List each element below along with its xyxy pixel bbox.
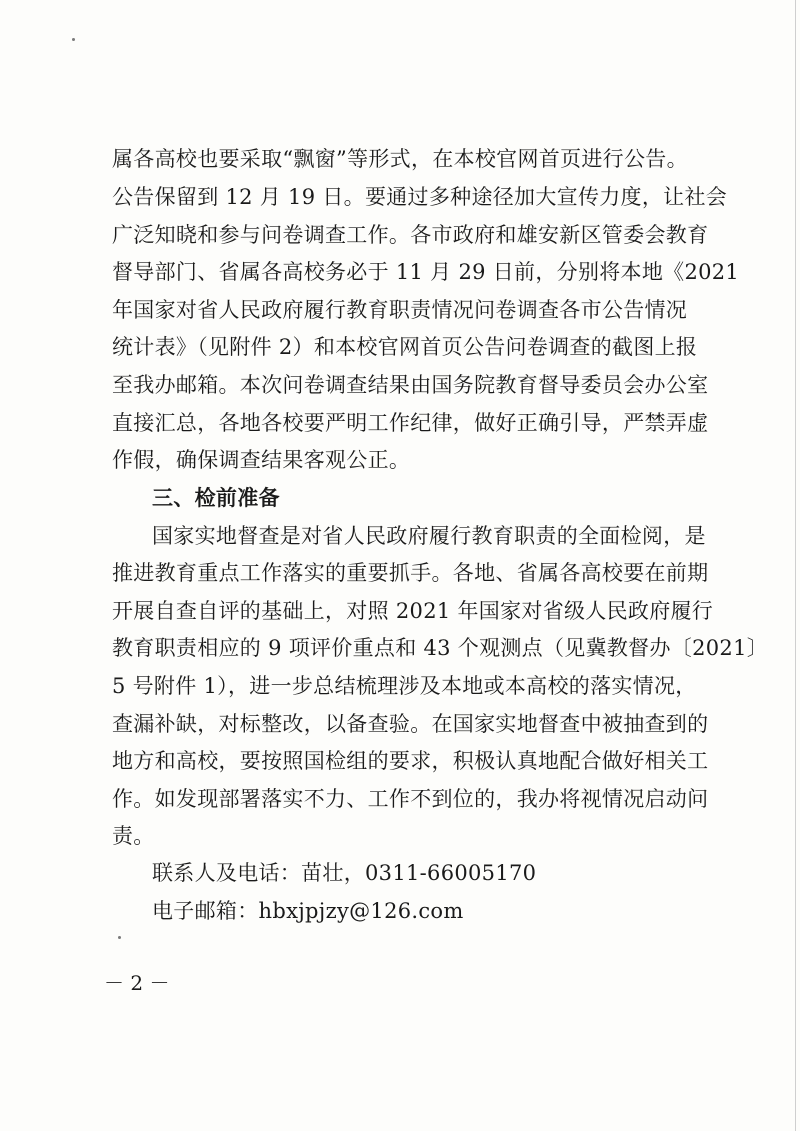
- paragraph-line: 督导部门、省属各高校务必于 11 月 29 日前，分别将本地《2021: [112, 260, 740, 284]
- paragraph-line: 广泛知晓和参与问卷调查工作。各市政府和雄安新区管委会教育: [112, 223, 709, 247]
- paragraph-line: 至我办邮箱。本次问卷调查结果由国务院教育督导委员会办公室: [112, 373, 709, 397]
- scan-speck: [72, 38, 75, 41]
- paragraph-line: 国家实地督查是对省人民政府履行教育职责的全面检阅，是: [152, 524, 706, 548]
- scan-speck: [118, 936, 121, 939]
- paragraph-line: 作。如发现部署落实不力、工作不到位的，我办将视情况启动问: [112, 787, 709, 811]
- paragraph-line: 教育职责相应的 9 项评价重点和 43 个观测点（见冀教督办〔2021〕: [112, 636, 769, 660]
- paragraph-line: 责。: [112, 824, 155, 848]
- scan-edge: [795, 0, 796, 1131]
- paragraph-line: 统计表》（见附件 2）和本校官网首页公告问卷调查的截图上报: [112, 335, 698, 359]
- paragraph-line: 属各高校也要采取“飘窗”等形式，在本校官网首页进行公告。: [112, 147, 688, 171]
- paragraph-line: 作假，确保调查结果客观公正。: [112, 448, 411, 472]
- paragraph-line: 5 号附件 1），进一步总结梳理涉及本地或本高校的落实情况，: [112, 674, 697, 698]
- contact-email: 电子邮箱：hbxjpjzy@126.com: [152, 899, 464, 923]
- page-number: － 2 －: [104, 971, 170, 995]
- paragraph-line: 年国家对省人民政府履行教育职责情况问卷调查各市公告情况: [112, 298, 688, 322]
- paragraph-line: 查漏补缺，对标整改，以备查验。在国家实地督查中被抽查到的: [112, 712, 709, 736]
- paragraph-line: 地方和高校，要按照国检组的要求，积极认真地配合做好相关工: [112, 749, 709, 773]
- contact-phone: 联系人及电话：苗壮，0311-66005170: [152, 861, 537, 885]
- section-heading: 三、检前准备: [152, 486, 280, 510]
- paragraph-line: 公告保留到 12 月 19 日。要通过多种途径加大宣传力度，让社会: [112, 185, 728, 209]
- paragraph-line: 直接汇总，各地各校要严明工作纪律，做好正确引导，严禁弄虚: [112, 411, 709, 435]
- paragraph-line: 推进教育重点工作落实的重要抓手。各地、省属各高校要在前期: [112, 561, 709, 585]
- paragraph-line: 开展自查自评的基础上，对照 2021 年国家对省级人民政府履行: [112, 599, 714, 623]
